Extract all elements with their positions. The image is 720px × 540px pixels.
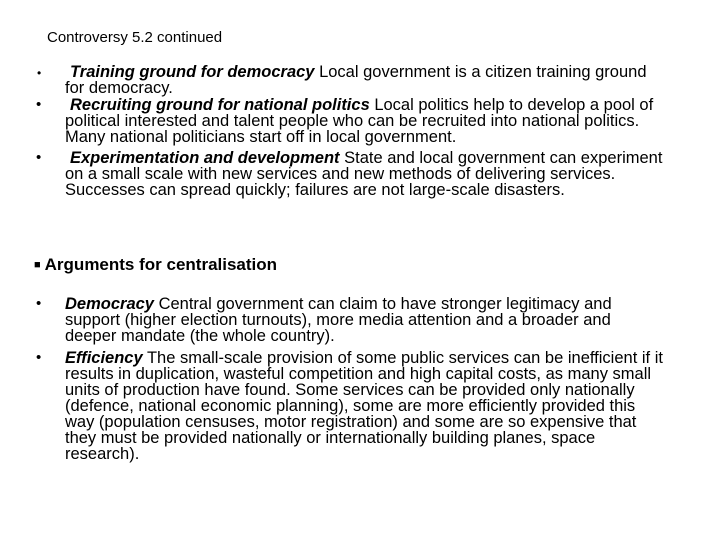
arguments-for-centralisation-list	[0, 296, 663, 468]
section-title-text: Arguments for centralisation	[44, 255, 278, 274]
section-title	[34, 255, 277, 275]
bullet-icon: •	[36, 349, 42, 366]
item-term: Efficiency	[65, 349, 143, 367]
item-term: Experimentation and development	[70, 149, 340, 167]
square-bullet-icon: ■	[34, 259, 41, 271]
item-term: Training ground for democracy	[70, 63, 315, 81]
item-text: Local government is a citizen training ground for democracy.	[65, 63, 647, 97]
bullet-icon: •	[36, 295, 42, 312]
list-item	[0, 64, 663, 96]
item-text: Central government can claim to have stronger legitimacy and support (higher election turnouts), more media attention and a broader and deeper mandate (the whole country).	[65, 295, 612, 345]
list-item	[0, 150, 663, 198]
list-item	[0, 350, 663, 462]
bullet-icon: •	[37, 66, 42, 80]
bullet-icon: •	[36, 96, 42, 113]
slide-heading: Controversy 5.2 continued	[47, 29, 223, 46]
list-item	[0, 296, 663, 344]
arguments-for-decentralisation-list	[0, 64, 663, 203]
item-term: Recruiting ground for national politics	[70, 96, 370, 114]
bullet-icon: •	[36, 149, 42, 166]
item-text: The small-scale provision of some public services can be inefficient if it results in duplication, wasteful competition and high capital costs, as many small units of production have found. Some services can be provided only nationally (defence, national economic planning), some are more efficiently provided this way (population censuses, motor registration) and some are so expensive that they must be provided nationally or internationally building planes, space research).	[65, 349, 663, 463]
item-text: Local politics help to develop a pool of political interested and talent people who can be recruited into national politics. Many national politicians start off in local government.	[65, 96, 654, 146]
item-term: Democracy	[65, 295, 154, 313]
item-text: State and local government can experiment on a small scale with new services and new methods of delivering services. Successes can spread quickly; failures are not large-scale disasters.	[65, 149, 663, 199]
list-item	[0, 97, 663, 145]
